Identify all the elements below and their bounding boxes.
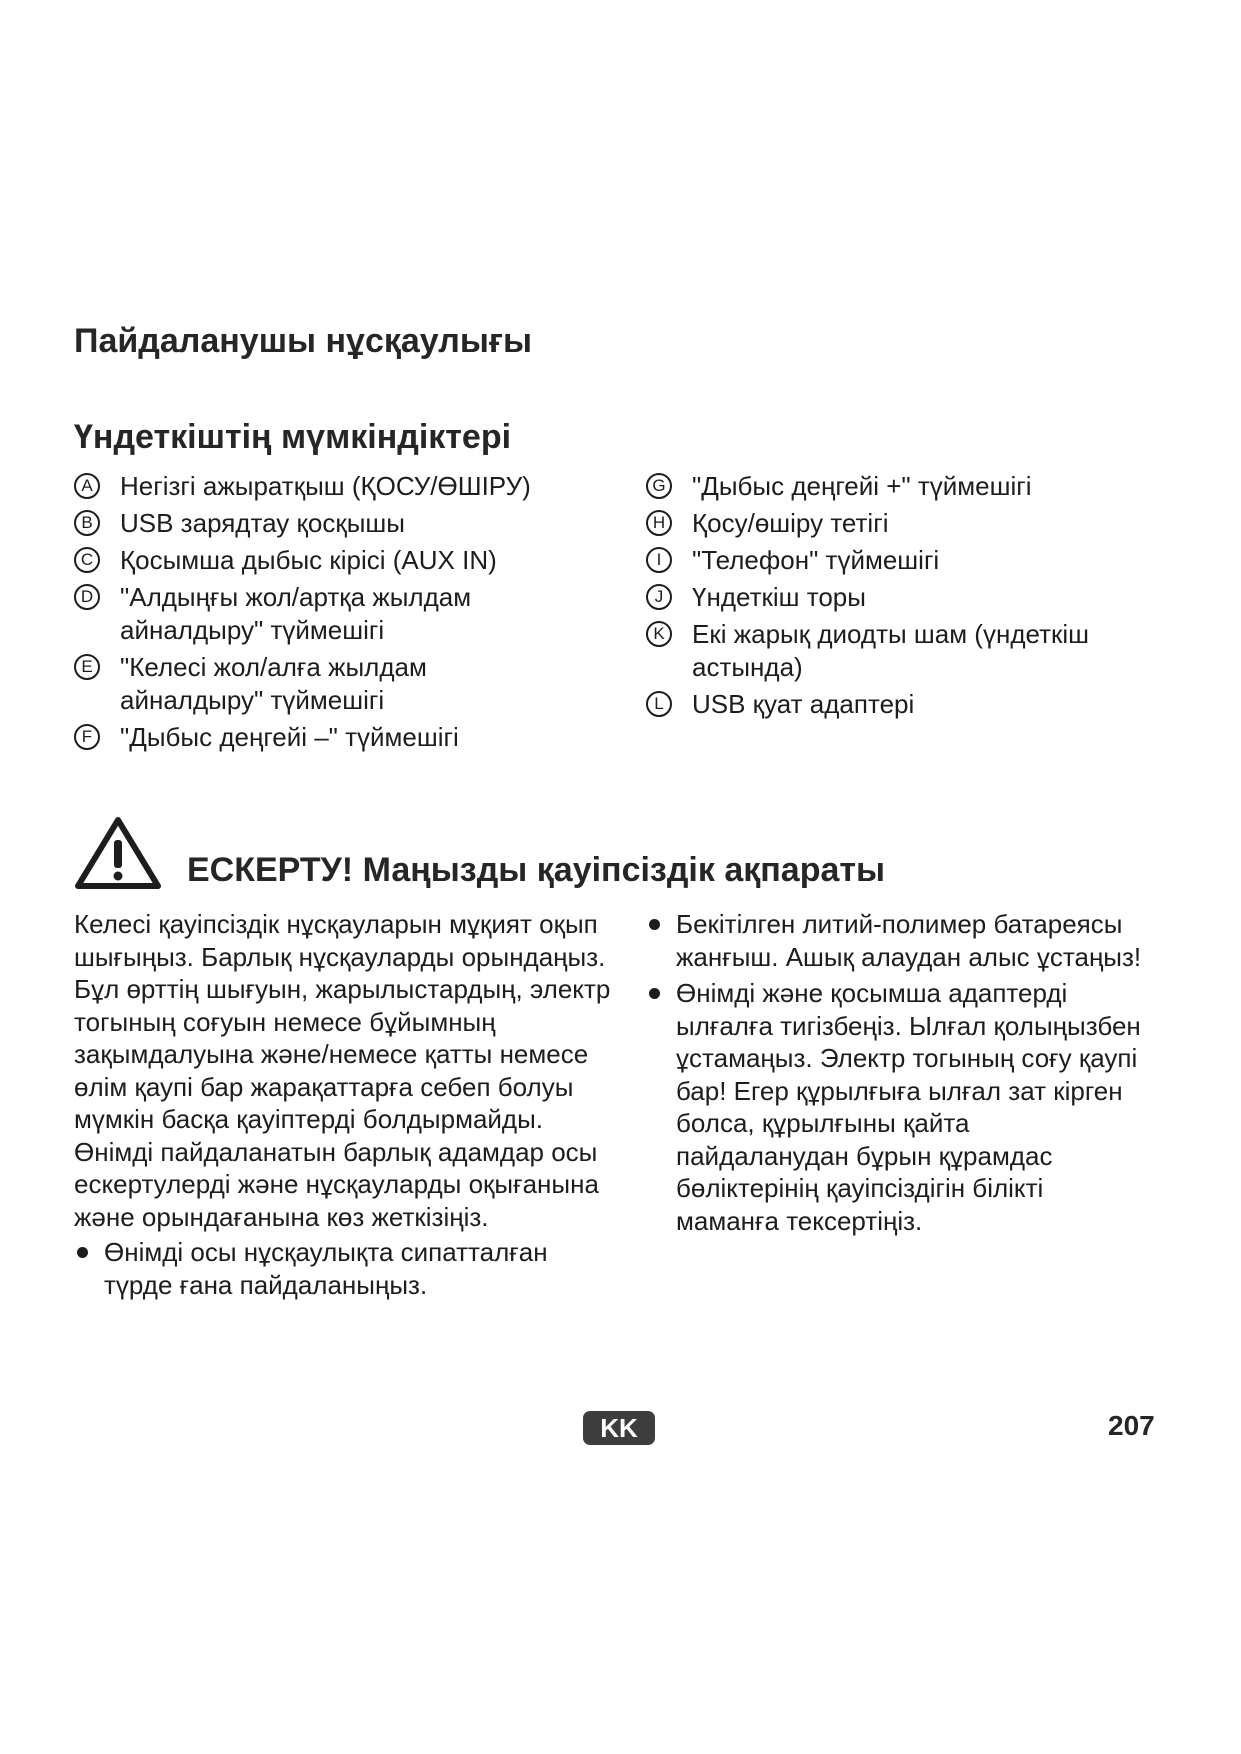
feature-text-e: "Келесі жол/алға жылдам айналдыру" түймешігі (120, 652, 427, 715)
feature-letter-f: F (74, 724, 100, 750)
feature-item-e (74, 651, 540, 717)
warning-bullet: Өнімді және қосымша адаптерді ылғалға тигізбеңіз. Ылғал қолыңызбен ұстамаңыз. Электр тогының соғу қаупі бар! Егер құрылғыға ылғал зат кірген болса, құрылғыны қайта пайдаланудан бұрын құрамдас бөліктерінің қауіпсіздігін білікті маманға тексертіңіз. (646, 977, 1146, 1237)
warning-right-column (646, 908, 1166, 1241)
feature-letter-d: D (74, 584, 100, 610)
feature-text-k: Екі жарық диодты шам (үндеткіш астында) (692, 619, 1090, 682)
feature-item-h (646, 507, 1166, 540)
page-number: 207 (1108, 1410, 1155, 1441)
feature-text-j: Үндеткіш торы (692, 582, 866, 612)
feature-letter-c: C (74, 547, 100, 573)
feature-text-f: "Дыбыс деңгейі –" түймешігі (120, 722, 459, 752)
feature-letter-i: I (646, 547, 672, 573)
feature-letter-l: L (646, 691, 672, 717)
warning-left-column (74, 908, 614, 1301)
features-list-right (646, 470, 1166, 725)
page-title: Пайдаланушы нұсқаулығы (74, 322, 533, 360)
feature-letter-a: A (74, 473, 100, 499)
feature-letter-k: K (646, 621, 672, 647)
feature-text-g: "Дыбыс деңгейі +" түймешігі (692, 471, 1032, 501)
warning-bullets-left (74, 1236, 614, 1301)
warning-triangle-icon (74, 815, 162, 891)
feature-item-b (74, 507, 634, 540)
warning-title: ЕСКЕРТУ! Маңызды қауіпсіздік ақпараты (187, 851, 886, 889)
feature-item-j (646, 581, 1166, 614)
feature-item-k (646, 618, 1182, 684)
warning-intro: Келесі қауіпсіздік нұсқауларын мұқият оқып шығыңыз. Барлық нұсқауларды орындаңыз. Бұл өрттің шығуын, жарылыстардың, электр тогының соғуын немесе бұйымның зақымдалуына және/немесе қатты немесе өлім қаупі бар жарақаттарға себеп болуы мүмкін басқа қауіптерді болдырмайды. Өнімді пайдаланатын барлық адамдар осы ескертулерді және нұсқауларды оқығанына және орындағанына көз жеткізіңіз. (74, 909, 611, 1232)
feature-text-a: Негізгі ажыратқыш (ҚОСУ/ӨШІРУ) (120, 471, 531, 501)
features-section-title: Үндеткіштің мүмкіндіктері (74, 418, 512, 456)
feature-item-a (74, 470, 634, 503)
feature-letter-j: J (646, 584, 672, 610)
feature-item-d (74, 581, 560, 647)
warning-bullet: Бекітілген литий-полимер батареясы жанғыш. Ашық алаудан алыс ұстаңыз! (646, 908, 1146, 973)
warning-bullets-right (646, 908, 1166, 1237)
features-list-left (74, 470, 634, 758)
feature-item-i (646, 544, 1166, 577)
feature-text-i: "Телефон" түймешігі (692, 545, 940, 575)
warning-bullet: Өнімді осы нұсқаулықта сипатталған түрде ғана пайдаланыңыз. (74, 1236, 574, 1301)
feature-text-b: USB зарядтау қосқышы (120, 508, 405, 538)
feature-letter-b: B (74, 510, 100, 536)
feature-letter-g: G (646, 473, 672, 499)
language-badge: KK (583, 1411, 655, 1445)
feature-item-l (646, 688, 1166, 721)
feature-text-d: "Алдыңғы жол/артқа жылдам айналдыру" түймешігі (120, 582, 472, 645)
feature-letter-e: E (74, 654, 100, 680)
feature-text-c: Қосымша дыбыс кірісі (AUX IN) (120, 545, 497, 575)
feature-item-g (646, 470, 1166, 503)
feature-text-l: USB қуат адаптері (692, 689, 915, 719)
feature-letter-h: H (646, 510, 672, 536)
feature-text-h: Қосу/өшіру тетігі (692, 508, 889, 538)
feature-item-f (74, 721, 634, 754)
feature-item-c (74, 544, 634, 577)
